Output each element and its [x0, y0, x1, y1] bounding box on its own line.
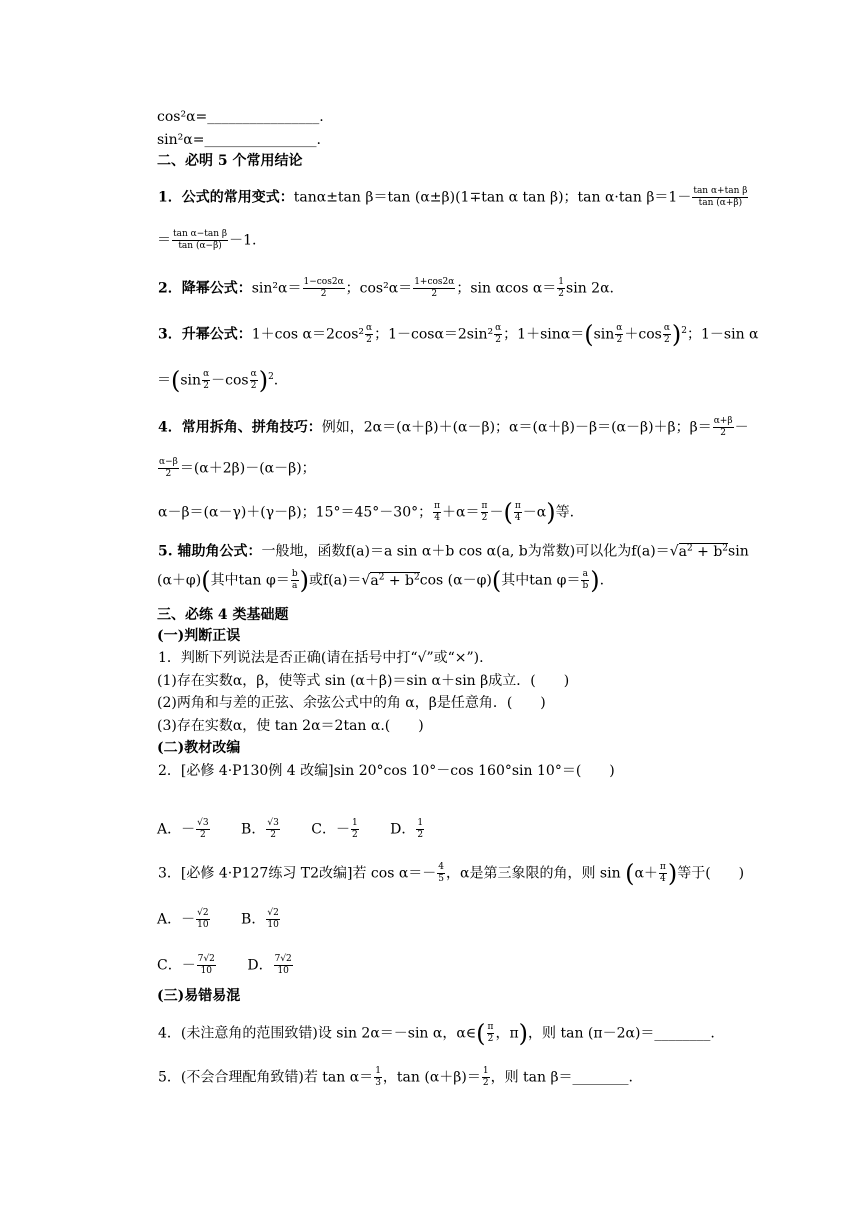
q3-option-b: B． $\frac{√2}{10}$: [241, 908, 279, 930]
item2-fraction2: $\frac{1+\cos 2\alpha}{2}$: [414, 277, 455, 299]
item1-line2: ＝ $\frac{\text{tan α−tan β}}{\tan (\alpha-\beta)}$ －1.: [157, 229, 257, 251]
item3-line1: 3．升幂公式：1＋cos α＝2cos² $\frac{\alpha}{2}$ ；1－cosα＝2sin² $\frac{\alpha}{2}$ ；1＋sinα＝(sin $\frac{\alpha}{2}$ ＋cos $\frac{\alpha}{2}$ )$^2$；1－sin α: [158, 320, 759, 349]
item1-fraction2: $\frac{\text{tan α−tan β}}{\tan (\alpha-\beta)}$: [173, 229, 228, 251]
item4-line3: α－β＝(α－γ)＋(γ－β)；15°＝45°－30°； $\frac{\pi}{4}$ ＋α＝ $\frac{\pi}{2}$ －( $\frac{\pi}{4}$ －α)等.: [158, 498, 575, 527]
sin-square-blank-line: sin²α=________________.: [157, 132, 321, 148]
item1-body: tanα±tan β＝tan (α±β)(1∓tan α tan β)；tan α·tan β＝1－: [293, 189, 692, 206]
q2-option-d: D． $\frac{1}{2}$: [390, 818, 424, 840]
q3-option-d: D． $\frac{7√2}{10}$: [247, 954, 292, 976]
question2: 2．[必修 4·P130例 4 改编]sin 20°cos 10°－cos 160°sin 10°＝( ): [158, 763, 615, 779]
item3-line2: ＝(sin $\frac{\alpha}{2}$ －cos $\frac{\alpha}{2}$ )$^2$.: [157, 366, 279, 395]
section3-title: 三、必练 4 类基础题: [157, 607, 289, 623]
cos-square-blank-line: cos²α=________________.: [157, 109, 324, 125]
question3-options-row1: [157, 908, 307, 931]
item3-label: 3．升幂公式：: [158, 326, 252, 343]
subsection-textbook: (二)教材改编: [157, 740, 241, 756]
item1-label: 1．公式的常用变式：: [158, 189, 294, 206]
item2-fraction3: $\frac{1}{2}$: [558, 277, 565, 299]
item5-label: 5. 辅助角公式：: [158, 543, 262, 560]
subsection-error-prone: (三)易错易混: [157, 988, 241, 1004]
item4-label: 4．常用拆角、拼角技巧：: [158, 419, 322, 436]
item2-line: 2．降幂公式：sin²α＝ $\frac{1-\cos 2\alpha}{2}$ ；cos²α＝ $\frac{1+\cos 2\alpha}{2}$ ；sin αcos α＝ $\frac{1}{2}$ sin 2α.: [158, 277, 614, 299]
item2-fraction1: $\frac{1-\cos 2\alpha}{2}$: [303, 277, 344, 299]
q3-option-c: C．－ $\frac{7√2}{10}$: [157, 954, 215, 976]
item5-line2: (α＋φ)(其中tan φ＝ $\frac{b}{a}$ )或$f(a)=√a^2 + b^2\cos$ (α－φ)(其中tan φ＝ $\frac{a}{b}$ ).: [157, 566, 605, 595]
question1-statement1: (1)存在实数α，β，使等式 sin (α＋β)＝sin α＋sin β成立．( ): [157, 673, 570, 689]
item2-label: 2．降幂公式：: [158, 280, 252, 297]
q2-option-a: A．－ $\frac{√3}{2}$: [157, 818, 209, 840]
question3: 3．[必修 4·P127练习 T2改编]若 cos α＝－ $\frac{4}{5}$ ，α是第三象限的角，则 sin (α＋ $\frac{\pi}{4}$ )等于( ): [158, 859, 745, 888]
q2-option-c: C．－ $\frac{1}{2}$: [311, 818, 358, 840]
q3-option-a: A．－ $\frac{√2}{10}$: [157, 908, 209, 930]
q2-option-b: B． $\frac{√3}{2}$: [241, 818, 279, 840]
question1-statement2: (2)两角和与差的正弦、余弦公式中的角 α，β是任意角．( ): [157, 695, 546, 711]
question1-statement3: (3)存在实数α，使 tan 2α＝2tan α.( ): [157, 718, 424, 734]
question4: 4．(未注意角的范围致错)设 sin 2α＝－sin α，α∈( $\frac{\pi}{2}$ ，π)，则 tan (π－2α)＝________.: [158, 1019, 715, 1048]
item4-line2: $\frac{\alpha-\beta}{2}$ ＝(α＋2β)－(α－β)；: [159, 457, 316, 479]
section2-title: 二、必明 5 个常用结论: [157, 153, 303, 169]
question2-options: [157, 818, 451, 841]
question3-options-row2: [157, 954, 320, 977]
item4-line1: 4．常用拆角、拼角技巧：例如，2α＝(α＋β)＋(α－β)；α＝(α＋β)－β＝(α－β)＋β；β＝ $\frac{\alpha+\beta}{2}$ －: [158, 416, 749, 438]
question1: 1．判断下列说法是否正确(请在括号中打“√”或“×”).: [158, 650, 484, 666]
item1-fraction1: $\frac{\text{tan α+tan β}}{\tan (\alpha+\beta)}$: [693, 186, 748, 208]
subsection-true-false: (一)判断正误: [157, 628, 241, 644]
item1-line1: [158, 186, 749, 209]
question5: 5．(不会合理配角致错)若 tan α＝ $\frac{1}{3}$ ，tan (α＋β)＝ $\frac{1}{2}$ ，则 tan β＝________.: [158, 1066, 634, 1088]
item5-line1: 5. 辅助角公式：一般地，函数f(a)＝a sin α＋b cos α(a, b为常数)可以化为$f(a)=√a^2 + b^2\sin$: [158, 543, 749, 560]
